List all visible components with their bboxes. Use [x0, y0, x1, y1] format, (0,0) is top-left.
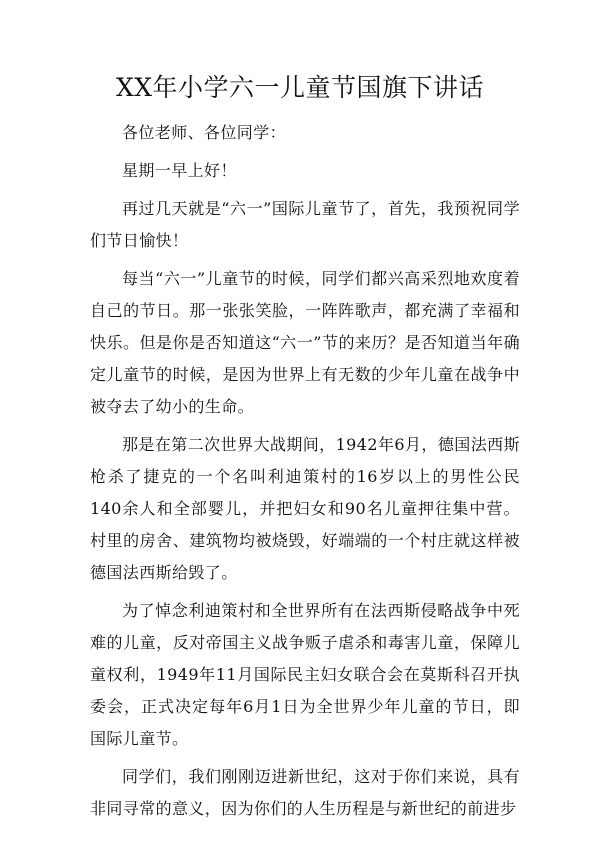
paragraph-holiday-wish: 再过几天就是“六一”国际儿童节了，首先，我预祝同学们节日愉快！ [90, 199, 520, 250]
paragraph-celebration: 每当“六一”儿童节的时候，同学们都兴高采烈地欢度着自己的节日。那一张张笑脸，一阵阵歌声，都充满了幸福和快乐。但是你是否知道这“六一”节的来历？是否知道当年确定儿童节的时候，是因为世界上有无数的少年儿童在战争中被夺去了幼小的生命。 [90, 269, 520, 416]
paragraph-greeting: 各位老师、各位同学： [122, 123, 287, 142]
document-title: XX年小学六一儿童节国旗下讲话 [115, 73, 485, 102]
paragraph-history: 那是在第二次世界大战期间，1942年6月，德国法西斯枪杀了捷克的一个名叫利迪策村的16岁以上的男性公民140余人和全部婴儿，并把妇女和90名儿童押往集中营。村里的房舍、建筑物均被烧毁，好端端的一个村庄就这样被德国法西斯给毁了。 [90, 435, 520, 582]
paragraph-establishment: 为了悼念利迪策村和全世界所有在法西斯侵略战争中死难的儿童，反对帝国主义战争贩子虐杀和毒害儿童，保障儿童权利，1949年11月国际民主妇女联合会在莫斯科召开执委会，正式决定每年6月1日为全世界少年儿童的节日，即国际儿童节。 [90, 601, 520, 748]
document-body [90, 117, 520, 825]
paragraph-good-morning: 星期一早上好！ [122, 161, 237, 180]
paragraph-new-century: 同学们，我们刚刚迈进新世纪，这对于你们来说，具有非同寻常的意义，因为你们的人生历程是与新世纪的前进步 [90, 767, 520, 818]
